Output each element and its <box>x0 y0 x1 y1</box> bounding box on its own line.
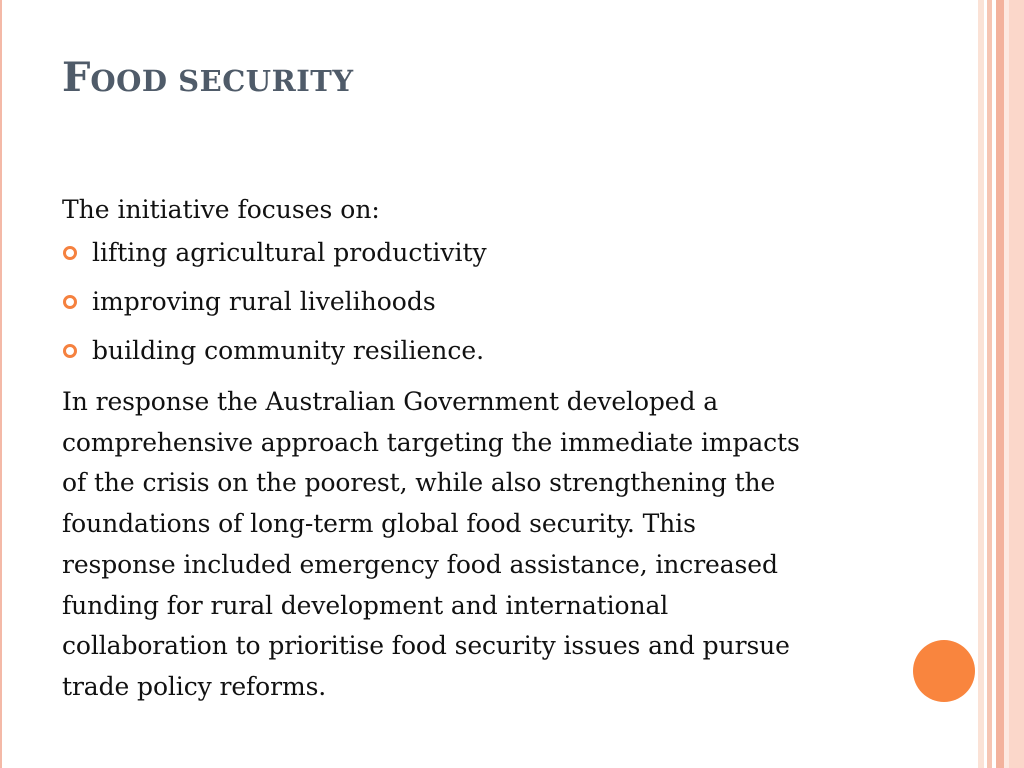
frame-stripe <box>996 0 1004 768</box>
intro-text: The initiative focuses on: <box>62 195 380 224</box>
circle-bullet-icon <box>63 344 77 358</box>
body-paragraph <box>62 382 892 708</box>
right-decorative-frame <box>978 0 1024 768</box>
paragraph-line: comprehensive approach targeting the immediate impacts <box>62 427 800 457</box>
circle-bullet-icon <box>63 246 77 260</box>
bullet-item <box>62 333 892 369</box>
slide-body <box>62 192 892 708</box>
paragraph-line: of the crisis on the poorest, while also strengthening the <box>62 468 776 498</box>
paragraph-line: trade policy reforms. <box>62 671 327 701</box>
bullet-text: lifting agricultural productivity <box>92 238 487 267</box>
left-border <box>0 0 2 768</box>
decorative-circle <box>913 640 975 702</box>
circle-bullet-icon <box>63 295 77 309</box>
title-text: OOD SECURITY <box>90 64 354 98</box>
bullet-text: building community resilience. <box>92 336 485 365</box>
bullet-item <box>62 284 892 320</box>
paragraph-line: foundations of long-term global food security. This <box>62 509 696 539</box>
paragraph-line: funding for rural development and international <box>62 590 669 620</box>
frame-stripe <box>1009 0 1024 768</box>
title-initial: F <box>62 54 91 101</box>
paragraph-line: collaboration to prioritise food security issues and pursue <box>62 631 790 661</box>
bullet-list <box>62 235 892 369</box>
paragraph-line: In response the Australian Government developed a <box>62 387 719 416</box>
paragraph-line: response included emergency food assistance, increased <box>62 549 778 579</box>
bullet-item <box>62 235 892 271</box>
slide-title <box>62 54 354 105</box>
bullet-text: improving rural livelihoods <box>92 287 436 316</box>
